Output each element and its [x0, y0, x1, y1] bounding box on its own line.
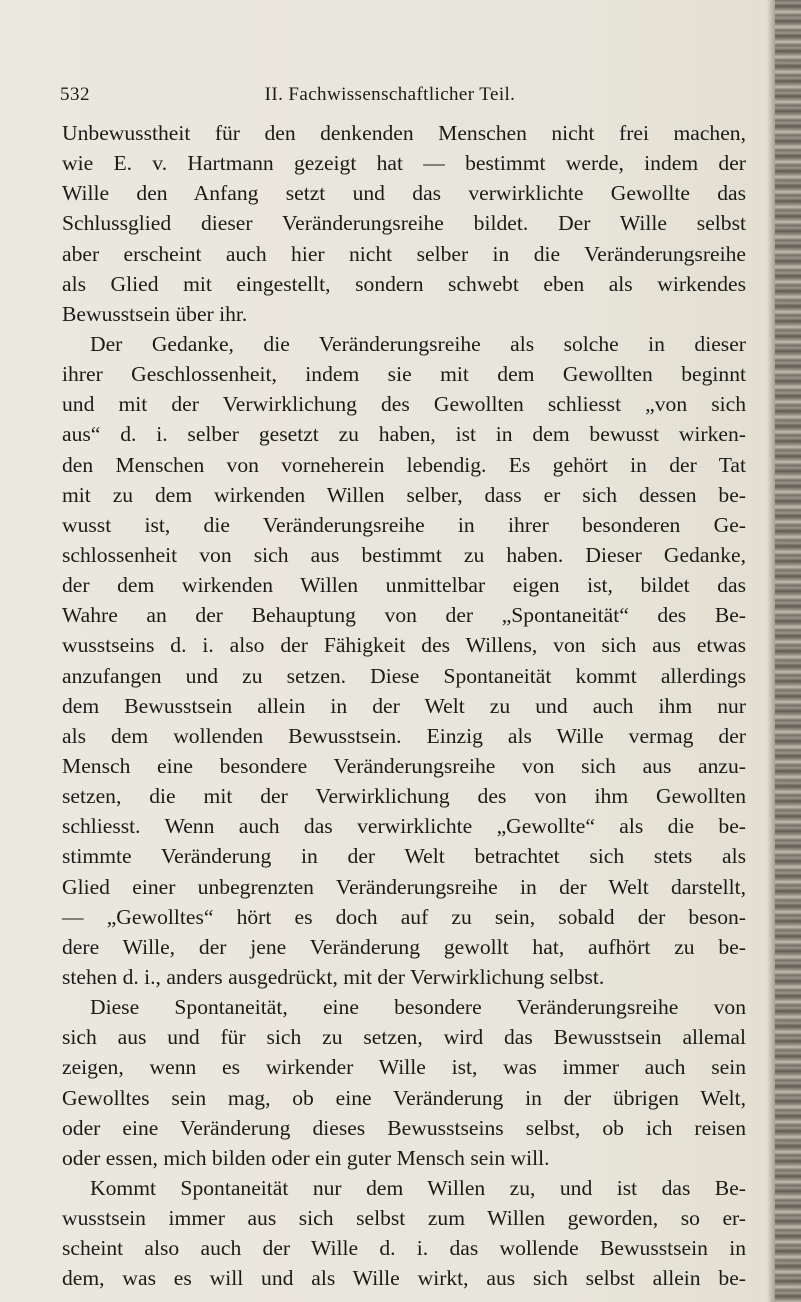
text-line: Mensch eine besondere Veränderungsreihe von sich aus anzu- — [62, 753, 746, 778]
text-line: Gewolltes sein mag, ob eine Veränderung in der übrigen Welt, — [62, 1085, 746, 1110]
text-line-paragraph-end: stehen d. i., anders ausgedrückt, mit der Verwirklichung selbst. — [62, 964, 605, 989]
text-line-paragraph-end: Bewusstsein über ihr. — [62, 301, 248, 326]
running-head: II. Fachwissenschaftlicher Teil. — [264, 84, 516, 105]
page-edge — [775, 0, 801, 1302]
text-line: setzen, die mit der Verwirklichung des von ihm Gewollten — [62, 784, 746, 809]
text-line: Glied einer unbegrenzten Veränderungsreihe in der Welt darstellt, — [62, 874, 746, 899]
text-line: als dem wollenden Bewusstsein. Einzig als Wille vermag der — [62, 723, 746, 748]
text-line: den Menschen von vorneherein lebendig. Es gehört in der Tat — [62, 452, 746, 477]
text-line: der dem wirkenden Willen unmittelbar eigen ist, bildet das — [62, 573, 746, 598]
text-line-paragraph-end: oder essen, mich bilden oder ein guter Mensch sein will. — [62, 1145, 550, 1170]
text-line: ihrer Geschlossenheit, indem sie mit dem Gewollten beginnt — [62, 362, 746, 387]
text-line: oder eine Veränderung dieses Bewusstseins selbst, ob ich reisen — [62, 1115, 746, 1140]
page-edge-shadow — [767, 0, 775, 1302]
text-line-paragraph-start: Der Gedanke, die Veränderungsreihe als solche in dieser — [90, 331, 746, 356]
text-line: dem Bewusstsein allein in der Welt zu und auch ihm nur — [62, 693, 746, 718]
text-line: aus“ d. i. selber gesetzt zu haben, ist in dem bewusst wirken- — [62, 422, 746, 447]
text-line: stimmte Veränderung in der Welt betrachtet sich stets als — [62, 844, 746, 869]
text-line: sich aus und für sich zu setzen, wird das Bewusstsein allemal — [62, 1025, 746, 1050]
text-line-paragraph-start: Diese Spontaneität, eine besondere Veränderungsreihe von — [90, 995, 746, 1020]
text-line: und mit der Verwirklichung des Gewollten schliesst „von sich — [62, 392, 746, 417]
text-line: schlossenheit von sich aus bestimmt zu haben. Dieser Gedanke, — [62, 542, 746, 567]
text-line: wusstseins d. i. also der Fähigkeit des Willens, von sich aus etwas — [62, 633, 746, 658]
text-line: mit zu dem wirkenden Willen selber, dass er sich dessen be- — [62, 482, 746, 507]
text-line: dere Wille, der jene Veränderung gewollt hat, aufhört zu be- — [62, 934, 746, 959]
text-line-paragraph-start: Kommt Spontaneität nur dem Willen zu, und ist das Be- — [90, 1175, 746, 1200]
text-line: aber erscheint auch hier nicht selber in die Veränderungsreihe — [62, 241, 746, 266]
text-line: als Glied mit eingestellt, sondern schwebt eben als wirkendes — [62, 271, 746, 296]
text-line: wusstsein immer aus sich selbst zum Willen geworden, so er- — [62, 1206, 746, 1231]
text-line: zeigen, wenn es wirkender Wille ist, was immer auch sein — [62, 1055, 746, 1080]
text-line: Wahre an der Behauptung von der „Spontaneität“ des Be- — [62, 603, 746, 628]
text-line: wie E. v. Hartmann gezeigt hat — bestimmt werde, indem der — [62, 151, 746, 176]
text-line: Unbewusstheit für den denkenden Menschen nicht frei machen, — [62, 121, 746, 145]
page-number: 532 — [60, 84, 90, 105]
text-line: schliesst. Wenn auch das verwirklichte „Gewollte“ als die be- — [62, 814, 746, 839]
text-line: wusst ist, die Veränderungsreihe in ihrer besonderen Ge- — [62, 512, 746, 537]
text-line: — „Gewolltes“ hört es doch auf zu sein, sobald der beson- — [62, 904, 746, 929]
page-header — [60, 84, 720, 114]
text-line: Schlussglied dieser Veränderungsreihe bildet. Der Wille selbst — [62, 211, 746, 236]
body-text — [62, 118, 746, 1293]
text-line: scheint also auch der Wille d. i. das wollende Bewusstsein in — [62, 1236, 746, 1261]
text-line: dem, was es will und als Wille wirkt, aus sich selbst allein be- — [62, 1266, 746, 1291]
text-line: Wille den Anfang setzt und das verwirklichte Gewollte das — [62, 181, 746, 206]
text-line: anzufangen und zu setzen. Diese Spontaneität kommt allerdings — [62, 663, 746, 688]
